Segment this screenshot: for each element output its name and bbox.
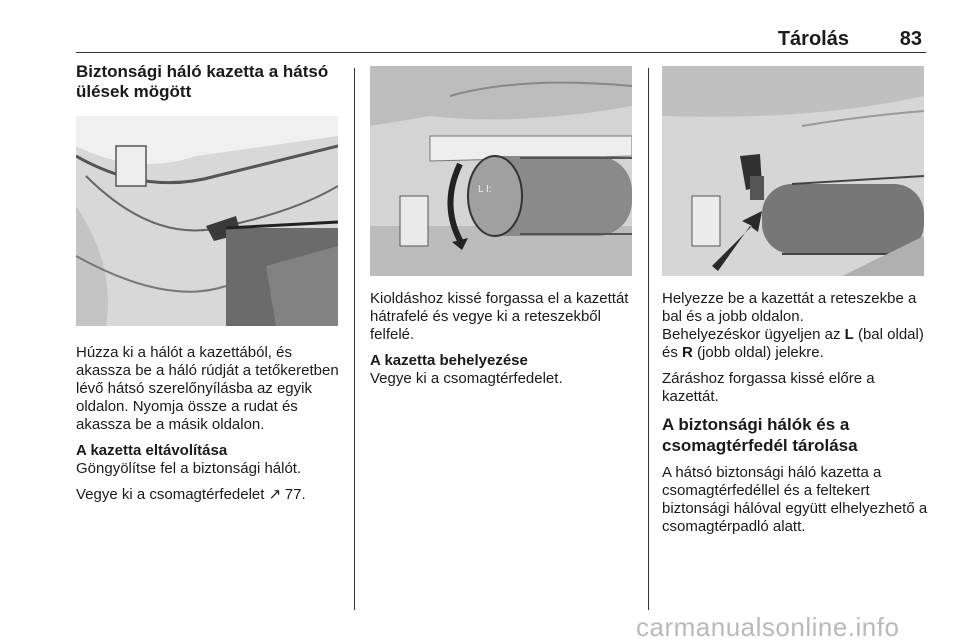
paragraph-storage: A hátsó biztonsági háló kazetta a csomagtérfedéllel és a feltekert biztonsági hálóval együtt elhelyezhető a csomagtérpadló alatt.	[662, 464, 928, 535]
header-rule	[76, 52, 926, 53]
insert-d-text: (jobb oldal) jelekre.	[697, 344, 824, 361]
subheading-install: A kazetta behelyezése	[370, 352, 528, 369]
column-divider-2	[648, 68, 649, 610]
column-3-body	[662, 290, 932, 544]
paragraph-release: Kioldáshoz kissé forgassa el a kazettát hátrafelé és vegye ki a reteszekből felfelé.	[370, 290, 629, 343]
remove-cover-text: Vegye ki a csomagtérfedelet	[76, 486, 265, 503]
subheading-remove: A kazetta eltávolítása	[76, 442, 228, 459]
page-reference-icon: ↗	[268, 486, 282, 503]
column-1-body	[76, 344, 346, 512]
column-divider-1	[354, 68, 355, 610]
paragraph-lock: Záráshoz forgassa kissé előre a kazettát.	[662, 370, 875, 405]
section-heading: Biztonsági háló kazetta a hátsó ülések mögött	[76, 62, 329, 101]
figure-cassette-insert	[662, 66, 924, 276]
figure-net-hook	[76, 116, 338, 326]
section-title: Tárolás	[777, 28, 849, 50]
paragraph-remove-cover-2: Vegye ki a csomagtérfedelet.	[370, 370, 563, 387]
watermark: carmanualsonline.info	[636, 612, 900, 642]
paragraph-hook-net: Húzza ki a hálót a kazettából, és akassza be a háló rúdját a tetőkeretben lévő hátsó szerelőnyílásba az egyik oldalon. Nyomja össze a rudat és akassza be a másik oldalon.	[76, 344, 339, 433]
paragraph-insert-a: Helyezze be a kazettát a reteszekbe a bal és a jobb oldalon.	[662, 290, 917, 325]
page-header	[76, 28, 926, 52]
paragraph-insert-b	[662, 326, 932, 362]
insert-c-text: (bal oldal) és	[662, 326, 924, 361]
mark-R: R	[682, 344, 693, 361]
figure-cassette-rotate	[370, 66, 632, 276]
column-2-body	[370, 290, 640, 396]
mark-L: L	[844, 326, 854, 343]
cassette-marking: L I:	[478, 184, 492, 195]
section-heading-storage: A biztonsági hálók és a csomagtérfedél tárolása	[662, 415, 858, 455]
paragraph-roll-up: Göngyölítse fel a biztonsági hálót.	[76, 460, 302, 477]
page-number: 83	[899, 28, 922, 50]
column-1	[76, 62, 346, 102]
page-reference-link[interactable]: 77.	[284, 486, 306, 503]
insert-b-text: Behelyezéskor ügyeljen az	[662, 326, 841, 343]
paragraph-remove-cover	[76, 486, 346, 504]
